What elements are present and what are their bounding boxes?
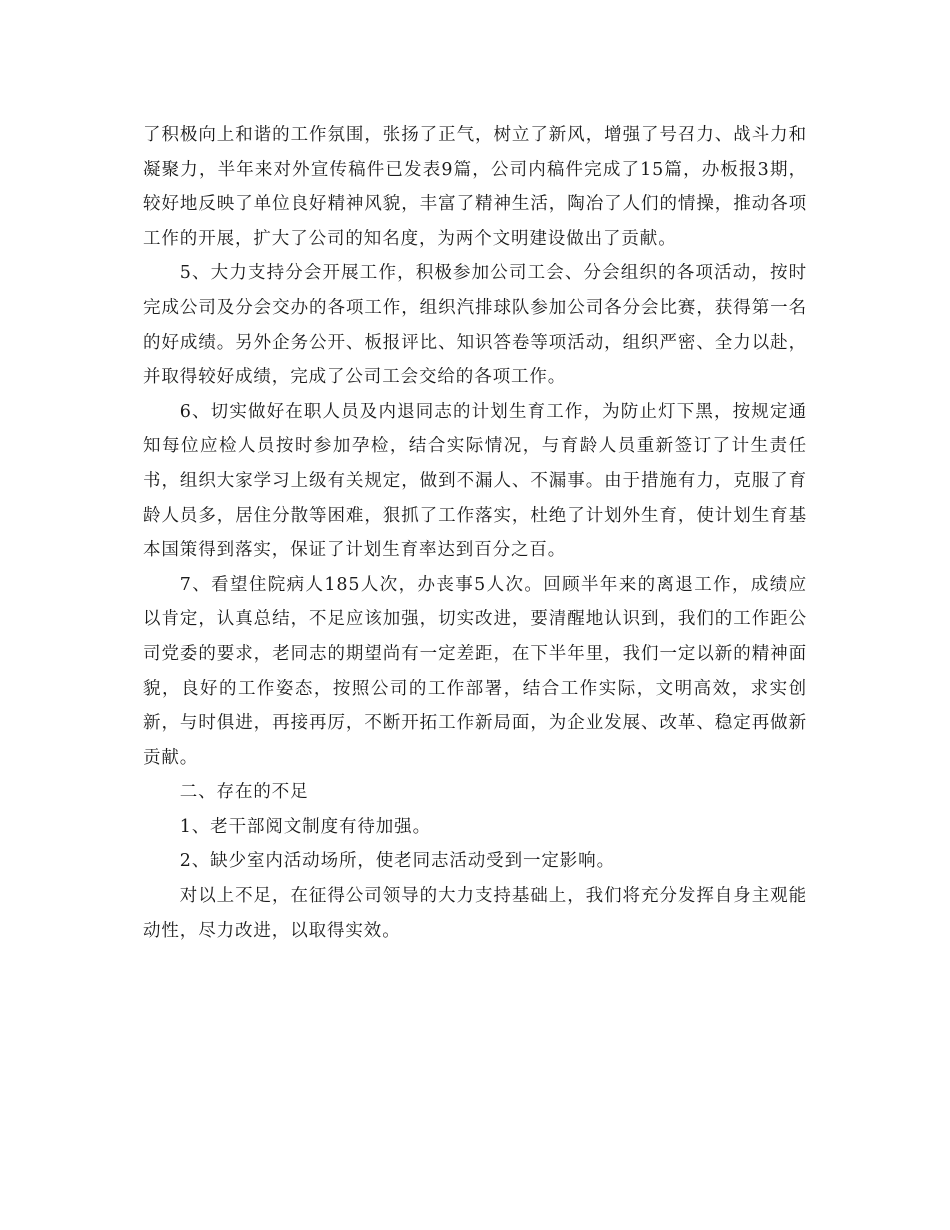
shortcoming-item-1: 1、老干部阅文制度有待加强。 bbox=[179, 816, 431, 837]
shortcoming-item-2: 2、缺少室内活动场所，使老同志活动受到一定影响。 bbox=[179, 851, 615, 872]
paragraph-continuation: 了积极向上和谐的工作氛围，张扬了正气，树立了新风，增强了号召力、战斗力和凝聚力，半年来对外宣传稿件已发表9篇，公司内稿件完成了15篇，办板报3期，较好地反映了单位良好精神风貌，丰富了精神生活，陶冶了人们的情操，推动各项工作的开展，扩大了公司的知名度，为两个文明建设做出了贡献。 bbox=[143, 125, 807, 249]
paragraph-item-6: 6、切实做好在职人员及内退同志的计划生育工作，为防止灯下黑，按规定通知每位应检人员按时参加孕检，结合实际情况，与育龄人员重新签订了计生责任书，组织大家学习上级有关规定，做到不漏人、不漏事。由于措施有力，克服了育龄人员多，居住分散等困难，狠抓了工作落实，杜绝了计划外生育，使计划生育基本国策得到落实，保证了计划生育率达到百分之百。 bbox=[143, 401, 807, 561]
paragraph-item-7: 7、看望住院病人185人次，办丧事5人次。回顾半年来的离退工作，成绩应以肯定，认真总结，不足应该加强，切实改进，要清醒地认识到，我们的工作距公司党委的要求，老同志的期望尚有一定差距，在下半年里，我们一定以新的精神面貌，良好的工作姿态，按照公司的工作部署，结合工作实际，文明高效，求实创新，与时俱进，再接再厉，不断开拓工作新局面，为企业发展、改革、稳定再做新贡献。 bbox=[143, 574, 807, 768]
paragraph-conclusion: 对以上不足，在征得公司领导的大力支持基础上，我们将充分发挥自身主观能动性，尽力改进，以取得实效。 bbox=[143, 886, 807, 941]
paragraph-item-5: 5、大力支持分会开展工作，积极参加公司工会、分会组织的各项活动，按时完成公司及分会交办的各项工作，组织汽排球队参加公司各分会比赛，获得第一名的好成绩。另外企务公开、板报评比、知识答卷等项活动，组织严密、全力以赴，并取得较好成绩，完成了公司工会交给的各项工作。 bbox=[143, 263, 807, 388]
document-body bbox=[143, 118, 807, 948]
section-heading-shortcomings: 二、存在的不足 bbox=[179, 782, 309, 803]
